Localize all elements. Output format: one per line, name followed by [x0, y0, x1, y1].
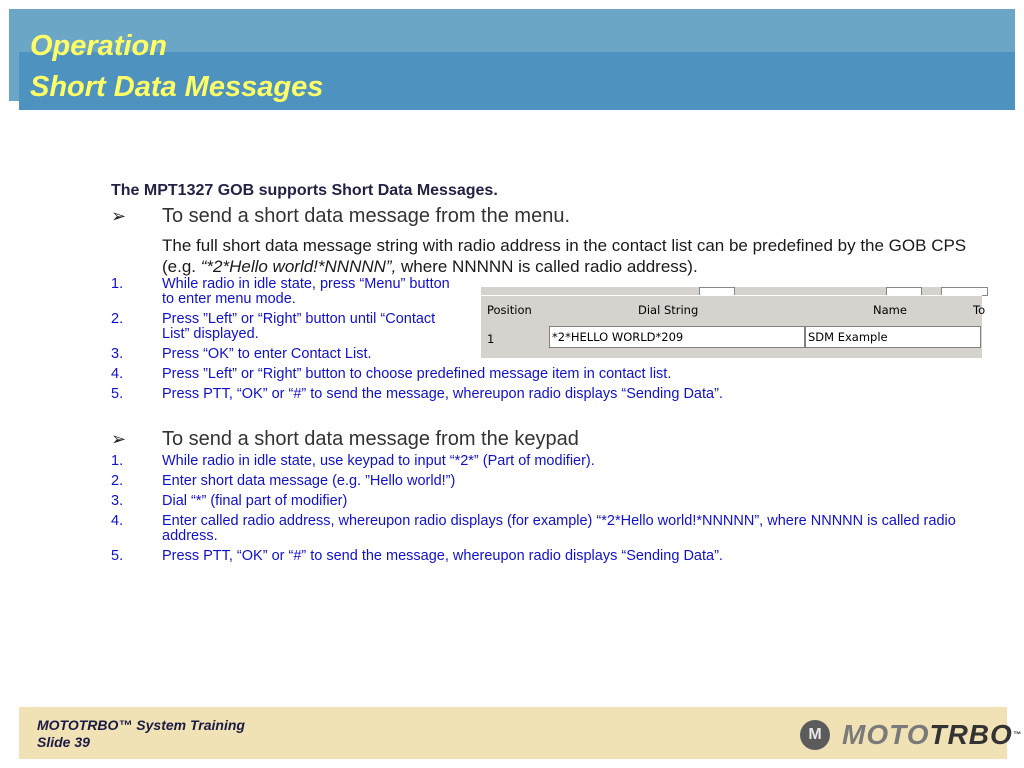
logo-part-trbo: TRBO	[929, 719, 1013, 750]
step-number: 1.	[111, 276, 124, 292]
intro-text: The MPT1327 GOB supports Short Data Messages.	[111, 182, 498, 199]
footer-course-title: MOTOTRBO™ System Training	[37, 717, 245, 733]
slide-title	[30, 26, 323, 108]
step-number: 1.	[111, 453, 124, 469]
cps-col-to: To	[973, 303, 986, 317]
step-text: Enter called radio address, whereupon radio displays (for example) “*2*Hello world!*NNNNN”, where NNNNN is called radio address.	[162, 513, 956, 544]
cps-contact-table-image	[481, 287, 986, 358]
arrow-bullet-icon: ➢	[111, 206, 127, 226]
cps-col-dial-string: Dial String	[638, 303, 699, 317]
para-example: “*2*Hello world!*NNNNN”,	[200, 257, 397, 276]
cps-col-position: Position	[487, 303, 532, 317]
step-text: Press ”Left” or “Right” button until “Contact List” displayed.	[162, 311, 436, 342]
section-menu-heading	[111, 204, 991, 228]
cps-header-row	[481, 295, 986, 319]
step-item	[111, 277, 462, 307]
cps-col-name: Name	[873, 303, 907, 317]
step-item	[111, 367, 991, 382]
cps-name-field: SDM Example	[805, 326, 981, 348]
step-number: 5.	[111, 386, 124, 402]
keypad-steps-list	[111, 454, 991, 564]
cps-row-position: 1	[487, 332, 495, 346]
step-text: While radio in idle state, use keypad to input “*2*” (Part of modifier).	[162, 453, 595, 469]
title-line-1: Operation	[30, 30, 167, 62]
step-text: Press PTT, “OK” or “#” to send the message, whereupon radio displays “Sending Data”.	[162, 386, 723, 402]
cps-dial-string-field: *2*HELLO WORLD*209	[549, 326, 805, 348]
step-text: Press PTT, “OK” or “#” to send the message, whereupon radio displays “Sending Data”.	[162, 548, 723, 564]
slide-body	[111, 180, 991, 569]
step-item	[111, 514, 991, 544]
footer-slide-number: Slide 39	[37, 734, 90, 750]
para-suffix: where NNNNN is called radio address).	[396, 257, 698, 276]
title-line-2: Short Data Messages	[30, 71, 324, 103]
section-menu-paragraph	[111, 235, 992, 277]
mototrbo-logo	[842, 718, 1022, 752]
logo-trademark: ™	[1012, 730, 1022, 739]
step-text: Enter short data message (e.g. ”Hello world!”)	[162, 473, 456, 489]
step-number: 4.	[111, 366, 124, 382]
step-item	[111, 549, 991, 564]
step-number: 4.	[111, 513, 124, 529]
step-text: Dial “*” (final part of modifier)	[162, 493, 348, 509]
motorola-logo-icon: M	[800, 720, 830, 750]
step-number: 5.	[111, 548, 124, 564]
step-item	[111, 454, 991, 469]
para-prefix: The full short data message string with radio address in the contact list can be predefined by the GOB CPS (e.g.	[162, 236, 967, 276]
step-number: 3.	[111, 346, 124, 362]
section-keypad-heading	[111, 427, 991, 451]
section-keypad-heading-text: To send a short data message from the keypad	[162, 428, 579, 450]
footer-text	[37, 717, 245, 751]
step-item	[111, 387, 991, 402]
step-number: 2.	[111, 311, 124, 327]
step-number: 3.	[111, 493, 124, 509]
step-text: Press “OK” to enter Contact List.	[162, 346, 372, 362]
logo-part-moto: MOTO	[842, 719, 930, 750]
section-menu-heading-text: To send a short data message from the menu.	[162, 205, 570, 227]
cps-data-row	[481, 318, 982, 358]
step-item	[111, 312, 462, 342]
step-item	[111, 494, 991, 509]
arrow-bullet-icon: ➢	[111, 429, 127, 449]
step-text: Press ”Left” or “Right” button to choose predefined message item in contact list.	[162, 366, 672, 382]
step-item	[111, 474, 991, 489]
step-number: 2.	[111, 473, 124, 489]
step-text: While radio in idle state, press “Menu” button to enter menu mode.	[162, 276, 450, 307]
